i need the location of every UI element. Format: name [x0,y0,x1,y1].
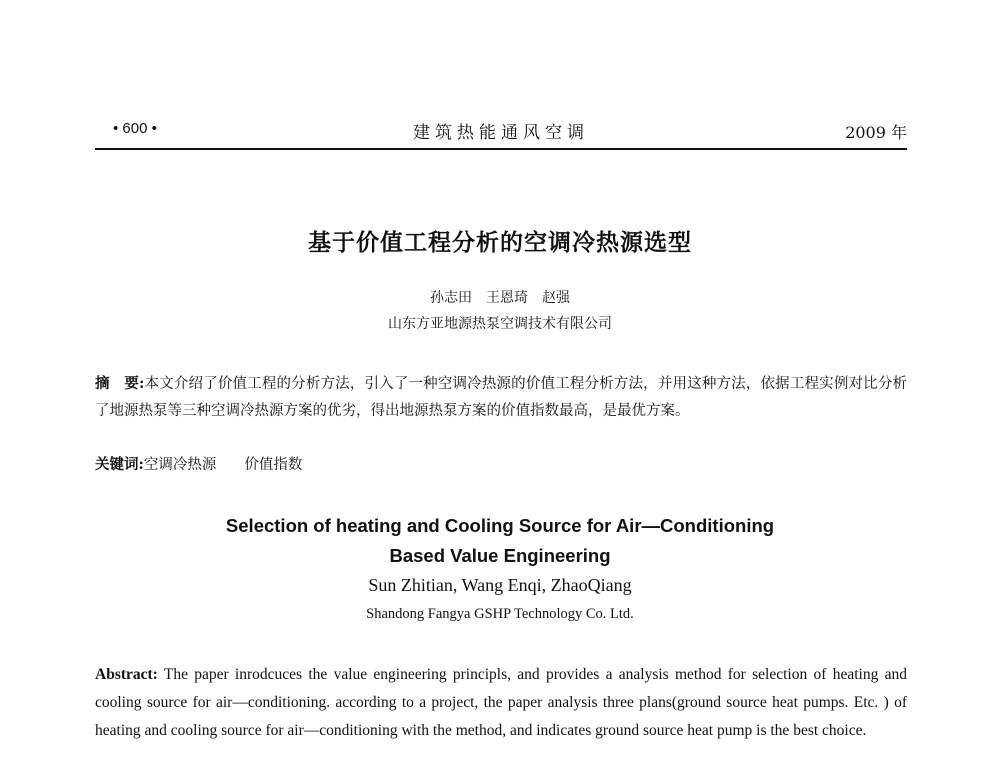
affiliation-chinese: 山东方亚地源热泵空调技术有限公司 [388,316,612,332]
abstract-english-text: The paper inrodcuces the value engineering principls, and provides a analysis method for selection of heating and cooling source for air—conditioning. according to a project, the paper analysis three plans(ground source heat pumps. Etc. ) of heating and cooling source for air—conditioning with the method, and indicates ground source heat pump is the best choice. [95,666,907,739]
journal-name: 建筑热能通风空调 [413,123,589,143]
keyword-1: 空调冷热源 [143,457,217,473]
page-number: • 600 • [113,120,157,137]
title-english-line-1: Selection of heating and Cooling Source for Air—Conditioning [225,515,775,536]
title-english [0,511,1000,571]
keywords-chinese [95,453,907,474]
abstract-english-label: Abstract: [95,666,158,683]
running-header [95,118,907,144]
title-chinese: 基于价值工程分析的空调冷热源选型 [308,230,692,256]
title-english-line-2: Based Value Engineering [389,545,611,566]
authors-english: Sun Zhitian, Wang Enqi, ZhaoQiang [368,575,632,595]
abstract-chinese-label: 摘 要: [95,375,145,392]
abstract-english [95,661,907,745]
authors-chinese: 孙志田 王恩琦 赵强 [430,290,570,306]
abstract-chinese [95,370,907,425]
publication-year: 2009 年 [845,123,907,142]
abstract-chinese-text: 本文介绍了价值工程的分析方法，引入了一种空调冷热源的价值工程分析方法，并用这种方法，依据工程实例对比分析了地源热泵等三种空调冷热源方案的优劣，得出地源热泵方案的价值指数最高，是最优方案。 [95,376,907,419]
header-rule [95,148,907,150]
keyword-2: 价值指数 [244,457,303,473]
affiliation-english: Shandong Fangya GSHP Technology Co. Ltd. [366,606,634,622]
keywords-label: 关键词: [95,456,144,473]
